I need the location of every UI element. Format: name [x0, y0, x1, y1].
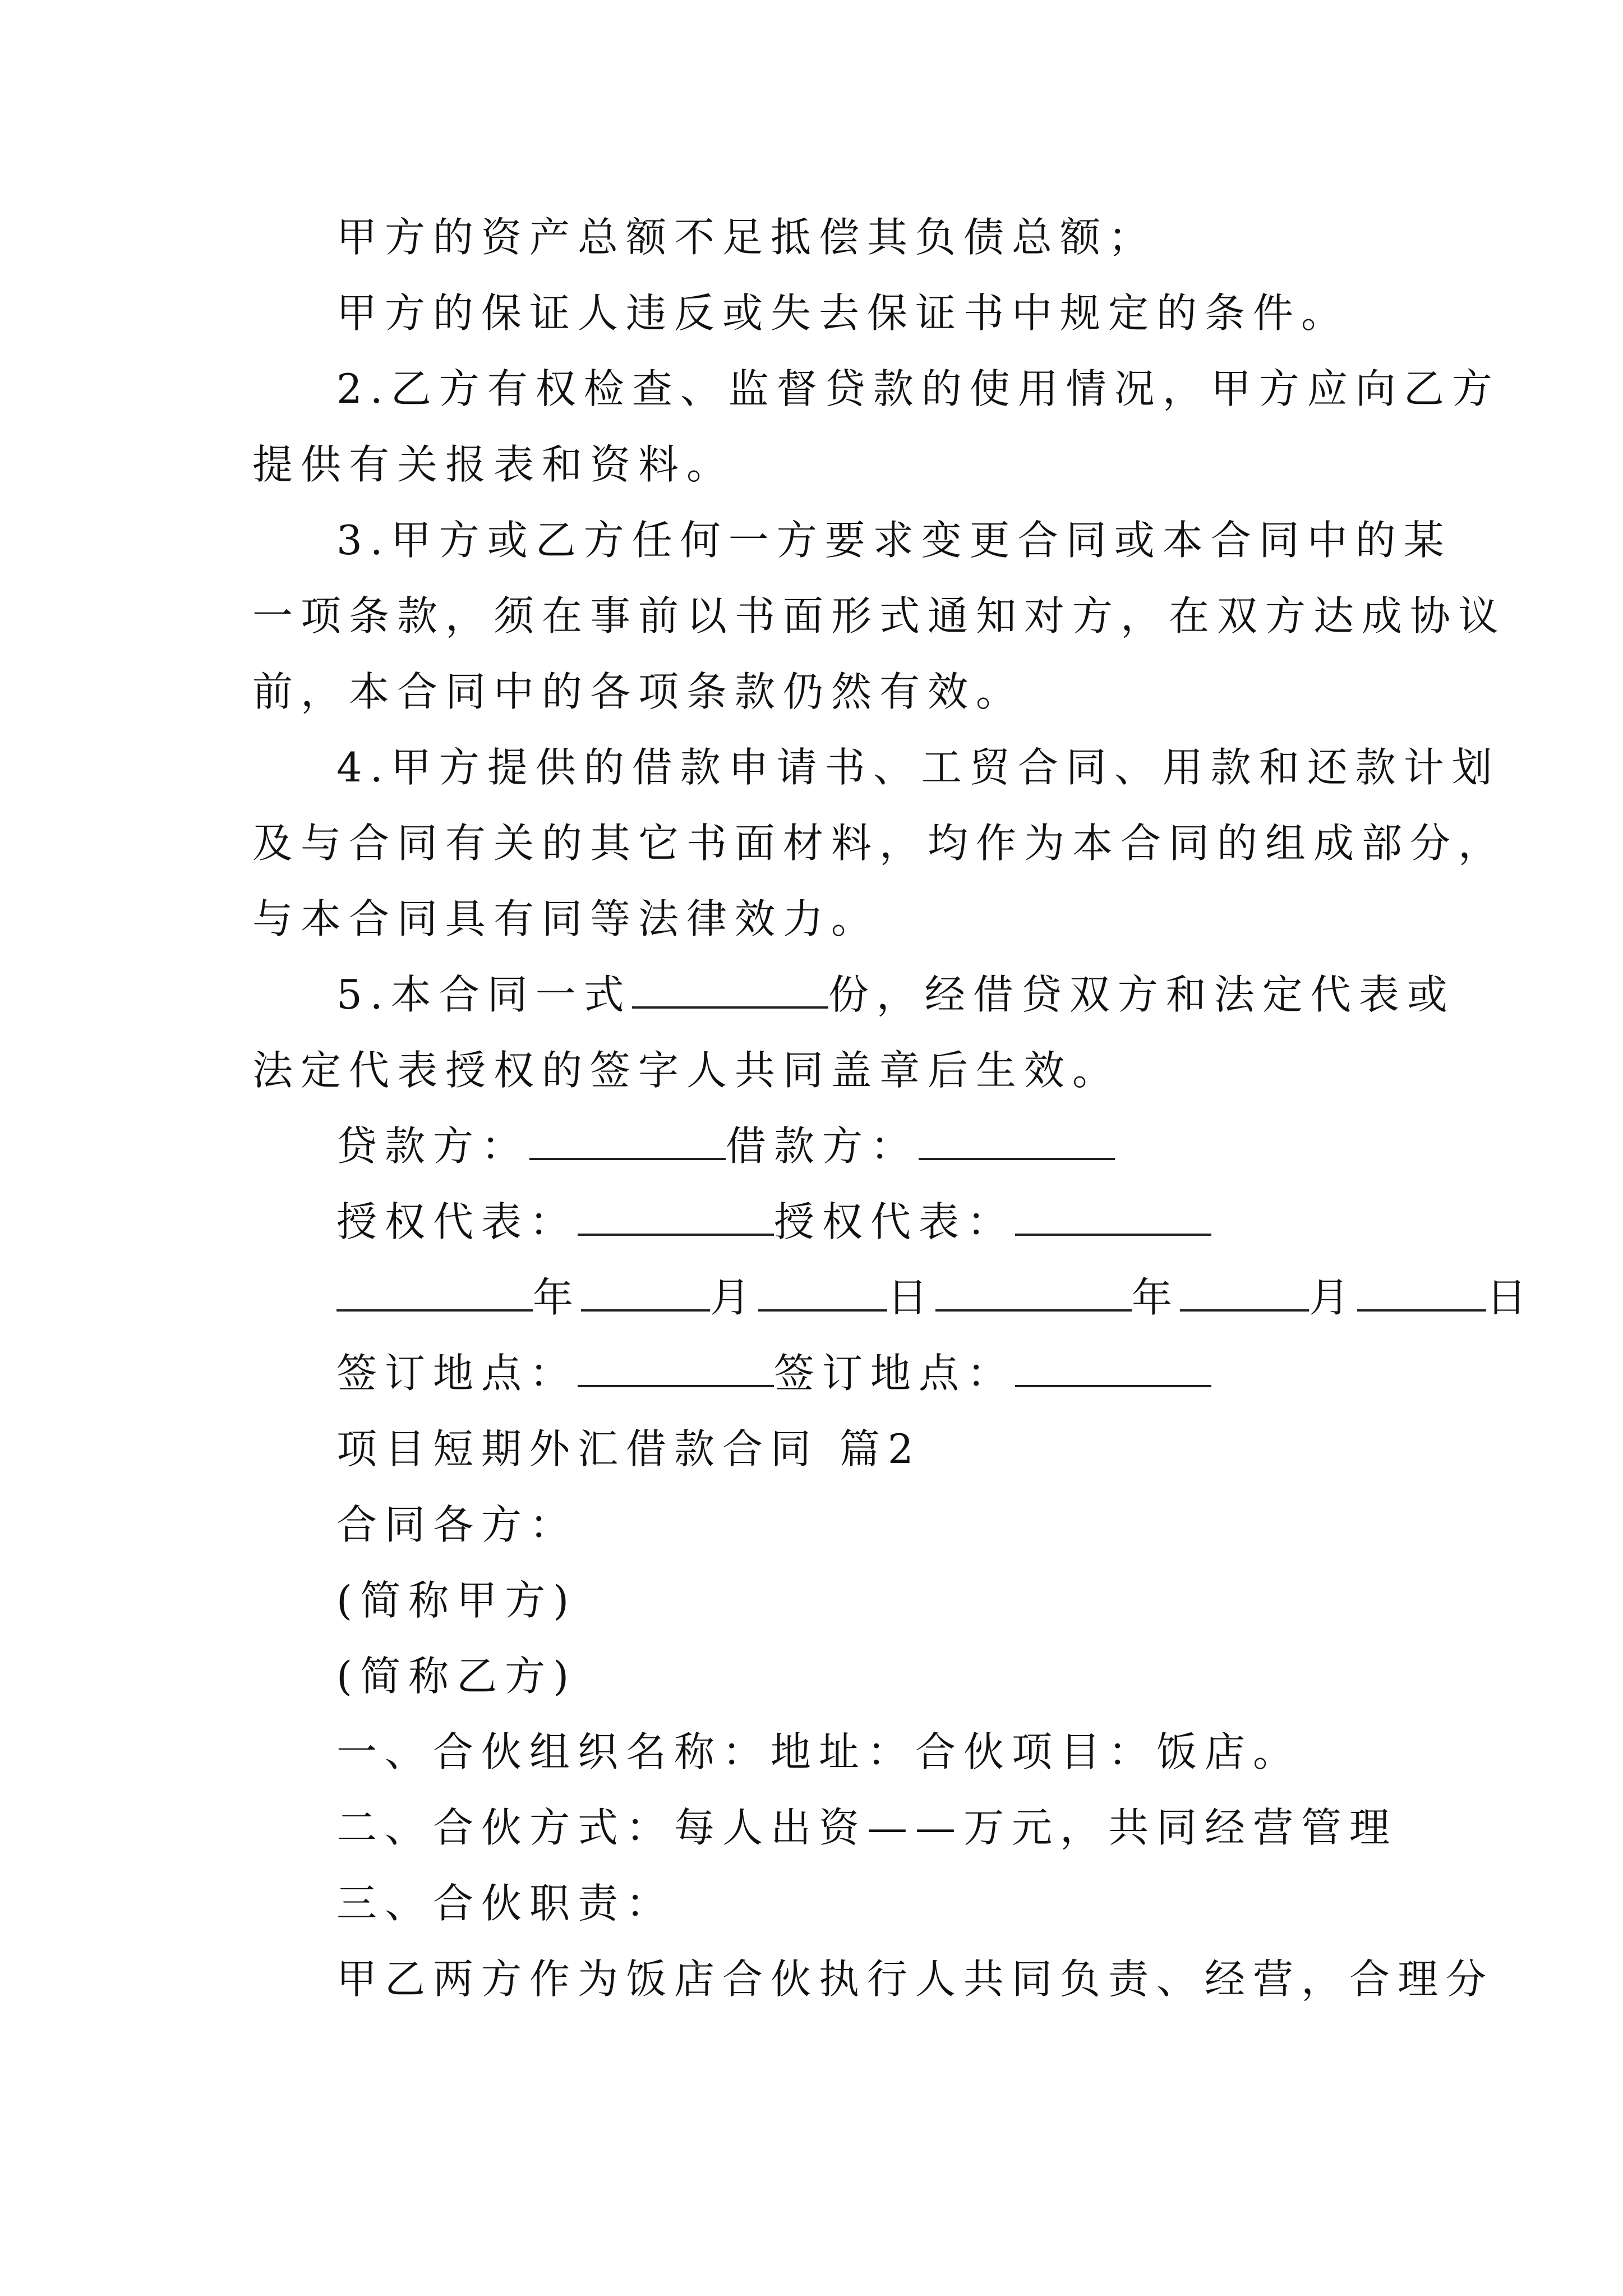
text-line: 前，本合同中的各项条款仍然有效。: [252, 668, 1025, 715]
place-blank: [1015, 1349, 1211, 1387]
text-line: 二、合伙方式：每人出资——万元，共同经营管理: [336, 1804, 1398, 1851]
borrower-label: 借款方：: [726, 1122, 919, 1170]
month-blank: [1180, 1273, 1309, 1312]
day-blank: [1357, 1273, 1486, 1312]
rep-label: 授权代表：: [774, 1198, 1016, 1245]
month-label: 月: [1309, 1274, 1358, 1321]
text-line: 及与合同有关的其它书面材料，均作为本合同的组成部分，: [252, 820, 1507, 867]
rep-blank: [578, 1198, 774, 1236]
copies-suffix: 份，经借贷双方和法定代表或: [828, 971, 1455, 1018]
text-line: (简称甲方): [336, 1577, 577, 1624]
copies-count-blank: [632, 970, 828, 1009]
year-label: 年: [1132, 1274, 1181, 1321]
signature-date-line: [336, 1271, 1535, 1324]
year-blank: [935, 1273, 1132, 1312]
day-blank: [758, 1273, 887, 1312]
place-label: 签订地点：: [774, 1350, 1016, 1397]
copies-prefix: 5.本合同一式: [336, 971, 632, 1018]
day-label: 日: [887, 1274, 936, 1321]
borrower-blank: [919, 1122, 1115, 1160]
lender-label: 贷款方：: [336, 1122, 530, 1170]
text-line: 甲乙两方作为饭店合伙执行人共同负责、经营，合理分: [336, 1955, 1495, 2003]
text-line: 4.甲方提供的借款申请书、工贸合同、用款和还款计划: [336, 744, 1500, 791]
year-label: 年: [533, 1274, 582, 1321]
text-line: 甲方的保证人违反或失去保证书中规定的条件。: [336, 289, 1350, 337]
text-line: 合同各方：: [336, 1501, 578, 1548]
text-line: 甲方的资产总额不足抵偿其负债总额；: [336, 214, 1157, 261]
signature-place-line: [336, 1346, 1402, 1400]
place-blank: [578, 1349, 774, 1387]
signature-parties-line: [336, 1119, 1402, 1173]
text-line: 一、合伙组织名称：地址：合伙项目：饭店。: [336, 1728, 1302, 1775]
month-label: 月: [710, 1274, 759, 1321]
signature-reps-line: [336, 1195, 1402, 1249]
text-line: 一项条款，须在事前以书面形式通知对方，在双方达成协议: [252, 592, 1507, 639]
copies-line: [336, 968, 1455, 1022]
year-blank: [336, 1273, 533, 1312]
lender-blank: [529, 1122, 726, 1160]
text-line: (简称乙方): [336, 1653, 577, 1700]
rep-blank: [1015, 1198, 1211, 1236]
place-label: 签订地点：: [336, 1350, 578, 1397]
rep-label: 授权代表：: [336, 1198, 578, 1245]
text-line: 3.甲方或乙方任何一方要求变更合同或本合同中的某: [336, 517, 1452, 564]
month-blank: [581, 1273, 710, 1312]
text-line: 与本合同具有同等法律效力。: [252, 895, 880, 942]
text-line: 2.乙方有权检查、监督贷款的使用情况，甲方应向乙方: [336, 365, 1500, 412]
text-line: 提供有关报表和资料。: [252, 441, 735, 488]
text-line: 法定代表授权的签字人共同盖章后生效。: [252, 1047, 1121, 1094]
text-line: 三、合伙职责：: [336, 1880, 675, 1927]
section-title: 项目短期外汇借款合同 篇2: [336, 1425, 921, 1473]
day-label: 日: [1486, 1274, 1535, 1321]
